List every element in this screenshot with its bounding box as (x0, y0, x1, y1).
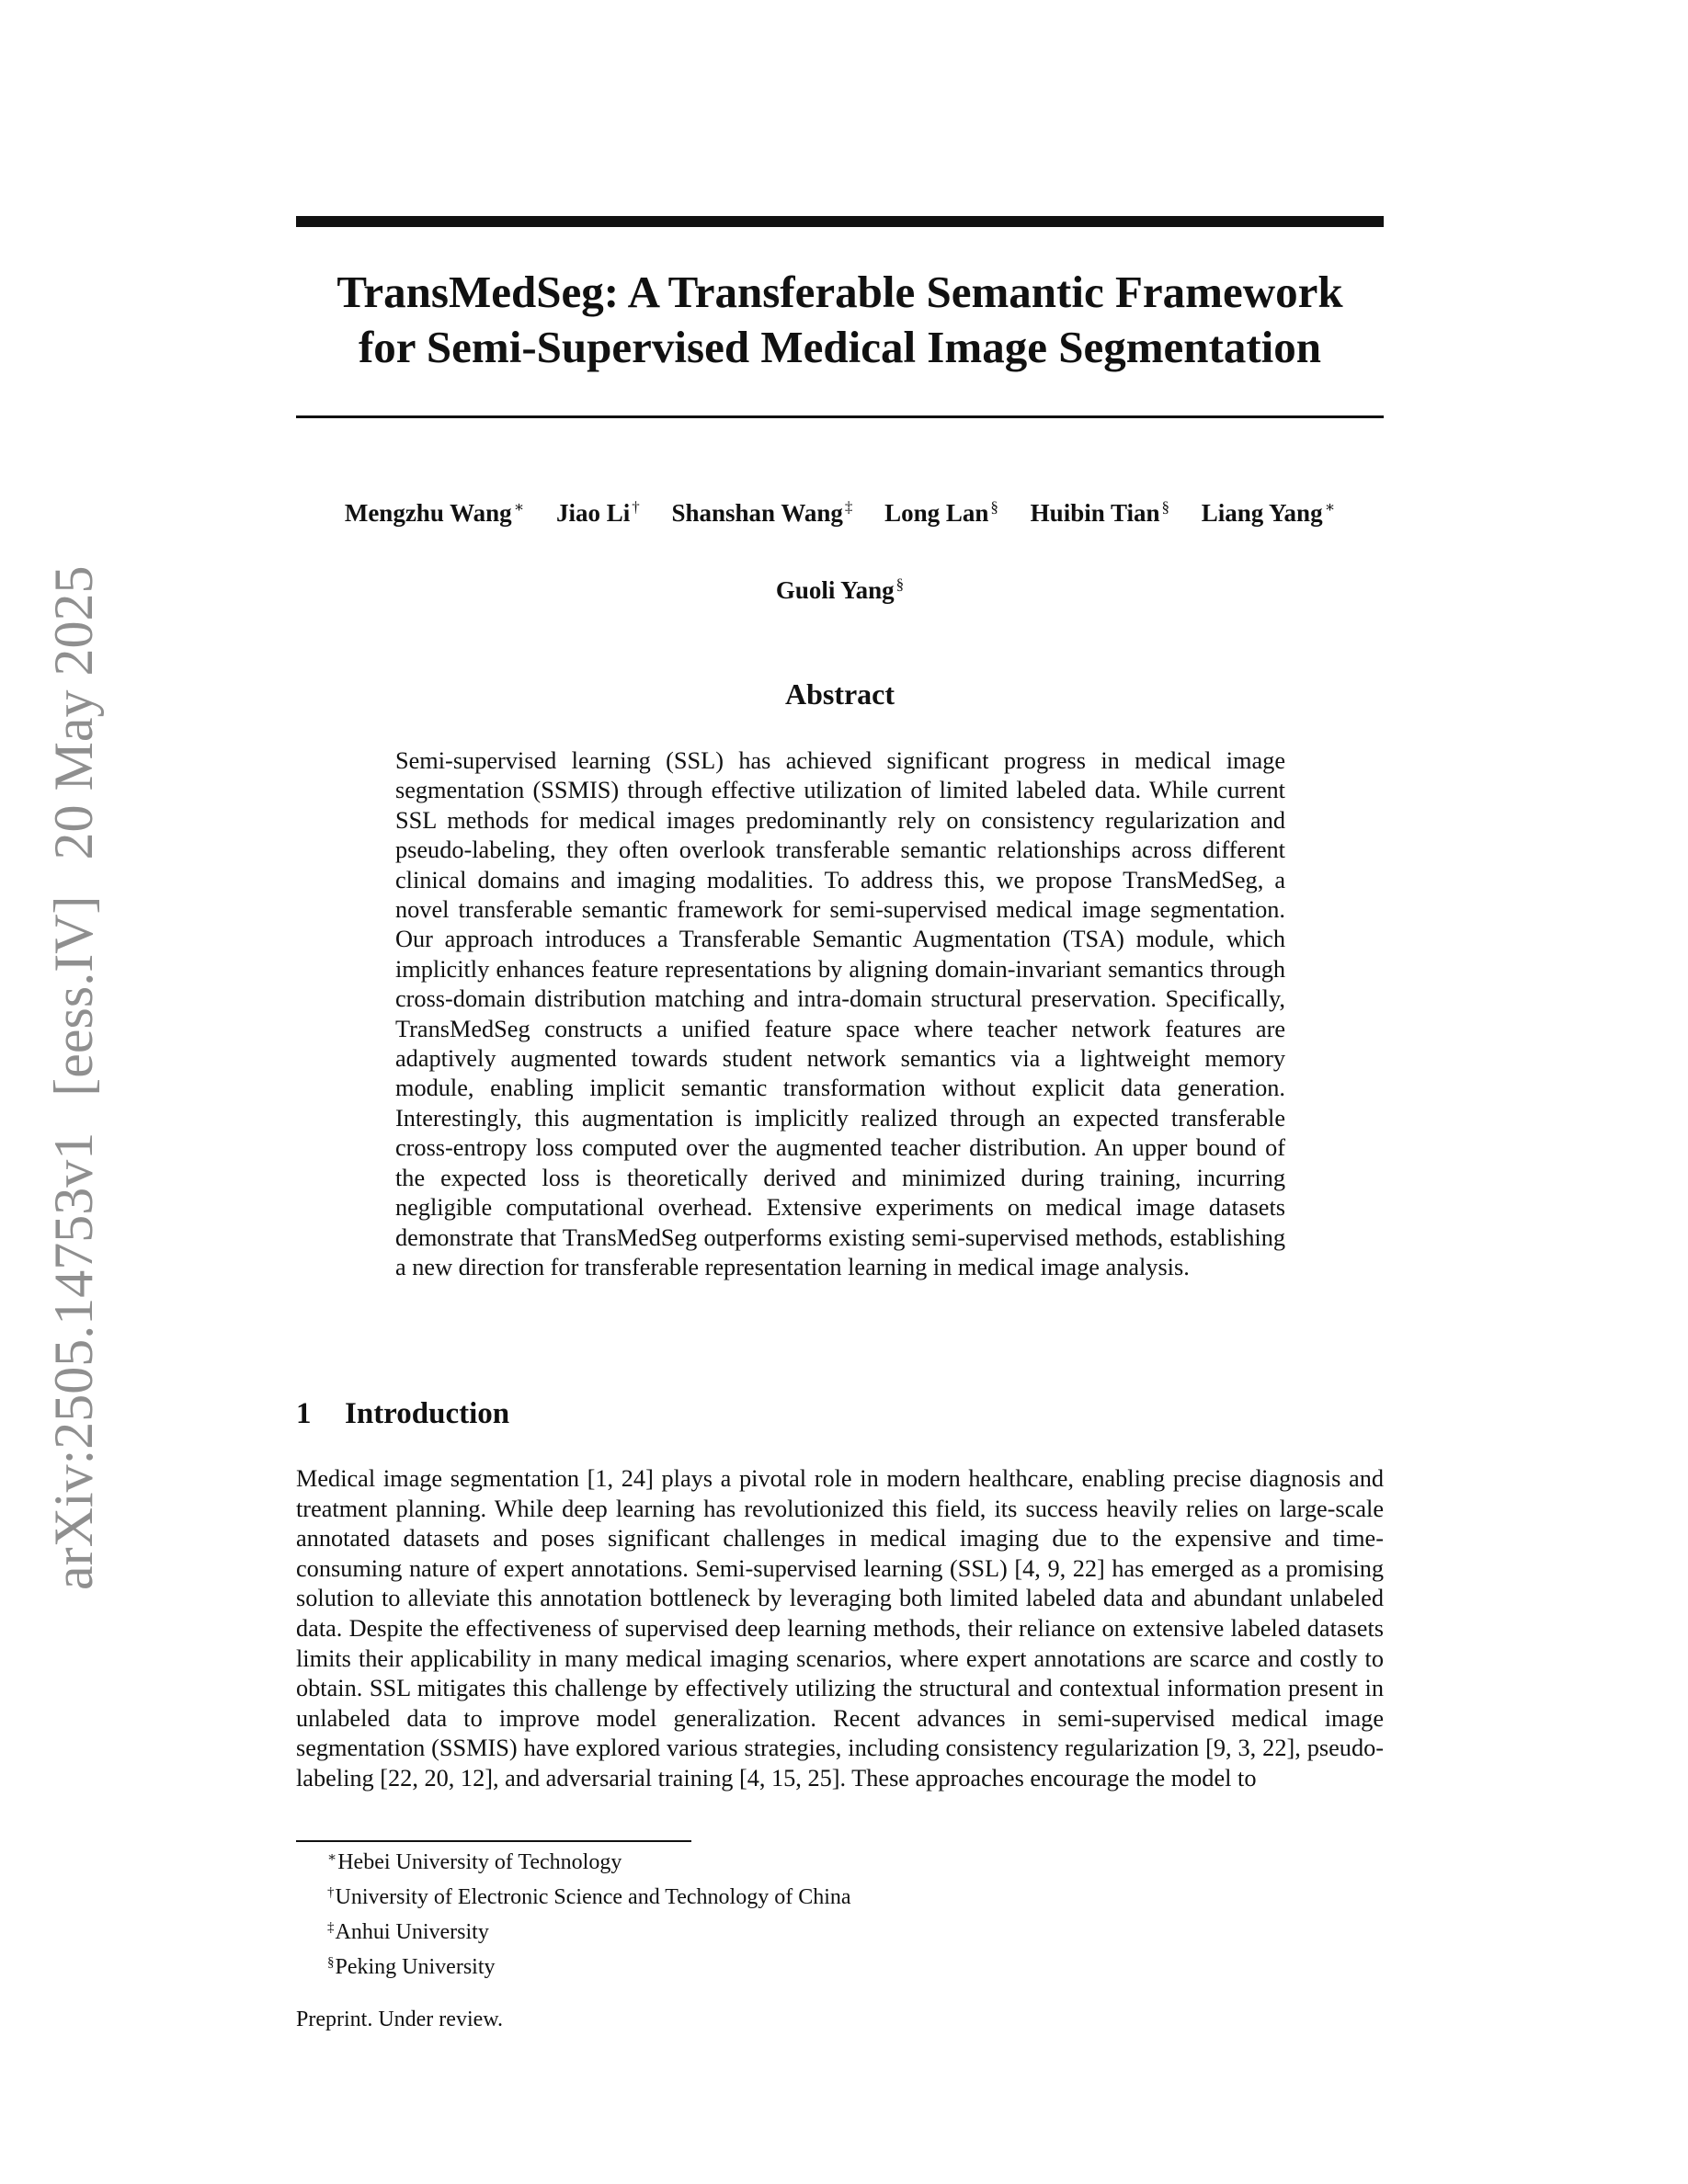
section-heading-introduction (296, 1397, 509, 1431)
paper-title (296, 265, 1384, 375)
author: Long Lan § (884, 498, 998, 527)
preprint-notice: Preprint. Under review. (296, 2008, 504, 2031)
author-list (296, 491, 1384, 529)
title-top-rule (296, 216, 1384, 227)
section-title: Introduction (345, 1397, 510, 1430)
footnote-item: ‡Anhui University (327, 1920, 489, 1944)
footnote-item: ∗Hebei University of Technology (327, 1850, 622, 1874)
title-bottom-rule (296, 415, 1384, 418)
author: Huibin Tian § (1030, 498, 1170, 527)
author: Liang Yang ∗ (1201, 498, 1336, 527)
footnote-item: §Peking University (327, 1955, 496, 1979)
abstract-text: Semi-supervised learning (SSL) has achieved significant progress in medical image segmentation (SSMIS) through effective utilization of limited labeled data. While current SSL methods for medical images predominantly rely on consistency regularization and pseudo-labeling, they often overlook transferable semantic relationships across different clinical domains and imaging modalities. To address this, we propose TransMedSeg, a novel transferable semantic framework for semi-supervised medical image segmentation. Our approach introduces a Transferable Semantic Augmentation (TSA) module, which implicitly enhances feature representations by aligning domain-invariant semantics through cross-domain distribution matching and intra-domain structural preservation. Specifically, TransMedSeg constructs a unified feature space where teacher network features are adaptively augmented towards student network semantics via a lightweight memory module, enabling implicit semantic transformation without explicit data generation. Interestingly, this augmentation is implicitly realized through an expected transferable cross-entropy loss computed over the augmented teacher distribution. An upper bound of the expected loss is theoretically derived and minimized during training, incurring negligible computational overhead. Extensive experiments on medical image datasets demonstrate that TransMedSeg outperforms existing semi-supervised methods, establishing a new direction for transferable representation learning in medical image analysis. (395, 747, 1285, 1280)
arxiv-date: 20 May 2025 (43, 565, 104, 860)
abstract-heading: Abstract (784, 677, 895, 711)
section-number: 1 (296, 1397, 312, 1430)
author: Jiao Li † (555, 498, 640, 527)
footnote-item: †University of Electronic Science and Technology of China (327, 1885, 851, 1909)
introduction-text: Medical image segmentation [1, 24] plays a pivotal role in modern healthcare, enabling precise diagnosis and treatment planning. While deep learning has revolutionized this field, its success heavily relies on large-scale annotated datasets and poses significant challenges in medical imaging due to the expensive and time-consuming nature of expert annotations. Semi-supervised learning (SSL) [4, 9, 22] has emerged as a promising solution to alleviate this annotation bottleneck by leveraging both limited labeled data and abundant unlabeled data. Despite the effectiveness of supervised deep learning methods, their reliance on extensive labeled datasets limits their applicability in many medical imaging scenarios, where expert annotations are scarce and costly to obtain. SSL mitigates this challenge by effectively utilizing the structural and contextual information present in unlabeled data to improve model generalization. Recent advances in semi-supervised medical image segmentation (SSMIS) have explored various strategies, including consistency regularization [9, 3, 22], pseudo-labeling [22, 20, 12], and adversarial training [4, 15, 25]. These approaches encourage the model to (296, 1465, 1384, 1792)
author: Guoli Yang § (775, 575, 905, 604)
author: Mengzhu Wang ∗ (344, 498, 525, 527)
title-line-1: TransMedSeg: A Transferable Semantic Framework (336, 267, 1343, 317)
arxiv-id: arXiv:2505.14753v1 (43, 1132, 104, 1590)
title-line-2: for Semi-Supervised Medical Image Segmentation (358, 322, 1322, 372)
footnote-rule (296, 1840, 691, 1842)
arxiv-stamp (41, 565, 106, 1590)
author: Shanshan Wang ‡ (671, 498, 853, 527)
author-list-row-2 (296, 568, 1384, 607)
affiliation-footnotes (327, 1843, 851, 1983)
arxiv-category: [eess.IV] (43, 895, 104, 1097)
